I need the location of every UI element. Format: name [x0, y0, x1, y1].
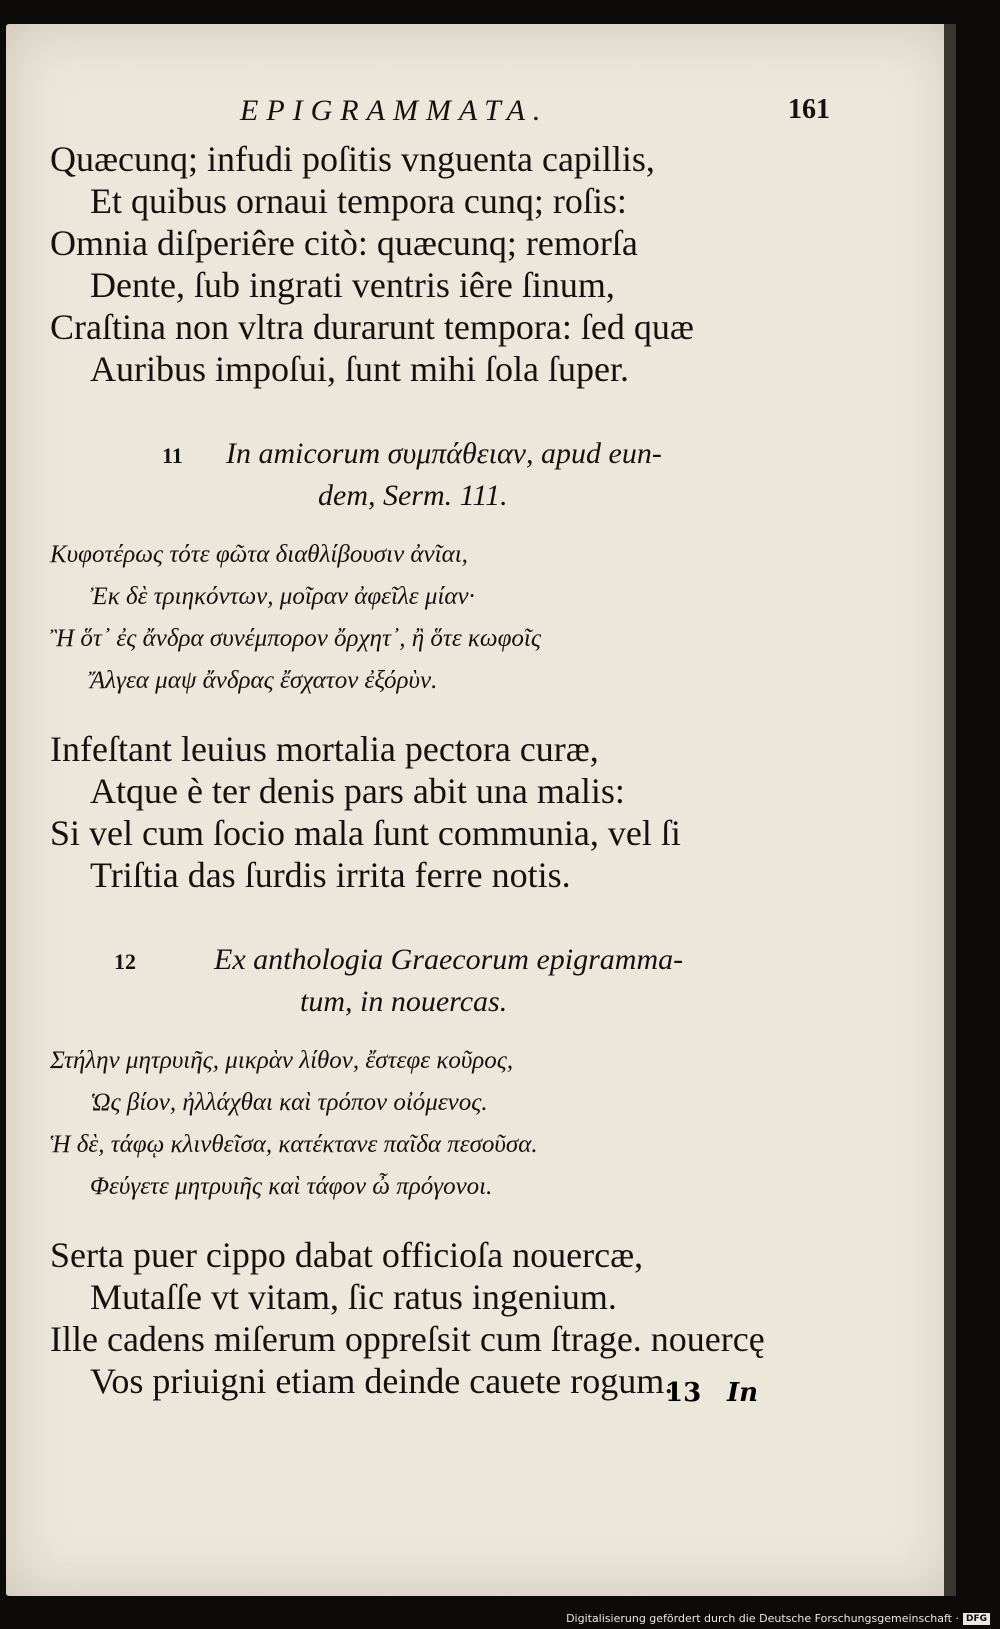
verse-line: Triſtia das ſurdis irrita ferre notis. — [90, 855, 571, 895]
verse-line: Mutaſſe vt vitam, ſic ratus ingenium. — [90, 1277, 617, 1317]
verse-line: Auribus impoſui, ſunt mihi ſola ſuper. — [90, 349, 629, 389]
page-number: 161 — [788, 94, 830, 125]
greek-verse-12 — [50, 1040, 870, 1208]
verse-line: Infeſtant leuius mortalia pectora curæ, — [50, 729, 599, 769]
greek-verse-11 — [50, 534, 870, 702]
greek-line: Φεύγετε μητρυιῆς καὶ τάφον ὦ πρόγονοι. — [90, 1173, 493, 1200]
running-title: EPIGRAMMATA. — [240, 94, 549, 127]
verse-line: Atque è ter denis pars abit una malis: — [90, 771, 625, 811]
greek-line: Ἄλγεα μαψ ἄνδρας ἔσχατον ἐξόρὺν. — [90, 667, 438, 694]
catchword-number: 13 — [665, 1378, 702, 1408]
heading-line: In amicorum συμπάθειαν, apud eun- — [226, 437, 662, 470]
heading-line: Ex anthologia Graecorum epigramma- — [214, 943, 684, 976]
verse-line: Ille cadens miſerum oppreſsit cum ſtrage. nouercę — [50, 1319, 765, 1359]
verse-line: Quæcunq; infudi poſitis vnguenta capillis, — [50, 139, 655, 179]
heading-line: tum, in nouercas. — [300, 985, 508, 1018]
epigram-number: 12 — [114, 949, 136, 974]
verse-line: Et quibus ornaui tempora cunq; roſis: — [90, 181, 627, 221]
book-spine — [944, 24, 956, 1596]
greek-line: Ὡς βίον, ἠλλάχθαι καὶ τρόπον οἰόμενος. — [90, 1089, 488, 1116]
latin-verse-1 — [50, 138, 870, 390]
page-text — [50, 90, 870, 1402]
greek-line: Στήλην μητρυιῆς, μικρὰν λίθον, ἔστεφε κοῦρος, — [50, 1047, 514, 1074]
dfg-logo: DFG — [963, 1613, 990, 1625]
greek-line: Ἐκ δὲ τριηκόντων, μοῖραν ἀφεῖλε μίαν· — [90, 583, 475, 610]
heading-line: dem, Serm. 111. — [318, 479, 508, 512]
greek-line: Ἡ δὲ, τάφῳ κλινθεῖσα, κατέκτανε παῖδα πεσοῦσα. — [50, 1131, 538, 1158]
verse-line: Omnia diſperiêre citò: quæcunq; remorſa — [50, 223, 638, 263]
epigram-heading-11 — [50, 434, 870, 516]
epigram-number: 11 — [162, 443, 183, 468]
digitization-footer — [566, 1612, 990, 1625]
greek-line: Ἢ ὅτ᾽ ἐς ἄνδρα συνέμπορον ὄρχητ᾽, ἢ ὅτε κωφοῖς — [50, 625, 542, 652]
catchword — [665, 1378, 758, 1408]
epigram-heading-12 — [50, 940, 870, 1022]
verse-line: Craſtina non vltra durarunt tempora: ſed quæ — [50, 307, 694, 347]
verse-line: Si vel cum ſocio mala ſunt communia, vel ſi — [50, 813, 681, 853]
latin-verse-3 — [50, 1234, 870, 1402]
verse-line: Vos priuigni etiam deinde cauete rogum. — [90, 1361, 674, 1401]
greek-line: Κυφοτέρως τότε φῶτα διαθλίβουσιν ἀνῖαι, — [50, 541, 468, 568]
verse-line: Dente, ſub ingrati ventris iêre ſinum, — [90, 265, 615, 305]
verse-line: Serta puer cippo dabat officioſa nouercæ, — [50, 1235, 644, 1275]
catchword-word: In — [727, 1378, 759, 1408]
footer-text: Digitalisierung gefördert durch die Deutsche Forschungsgemeinschaft · — [566, 1612, 959, 1625]
latin-verse-2 — [50, 728, 870, 896]
page-header — [50, 90, 870, 138]
